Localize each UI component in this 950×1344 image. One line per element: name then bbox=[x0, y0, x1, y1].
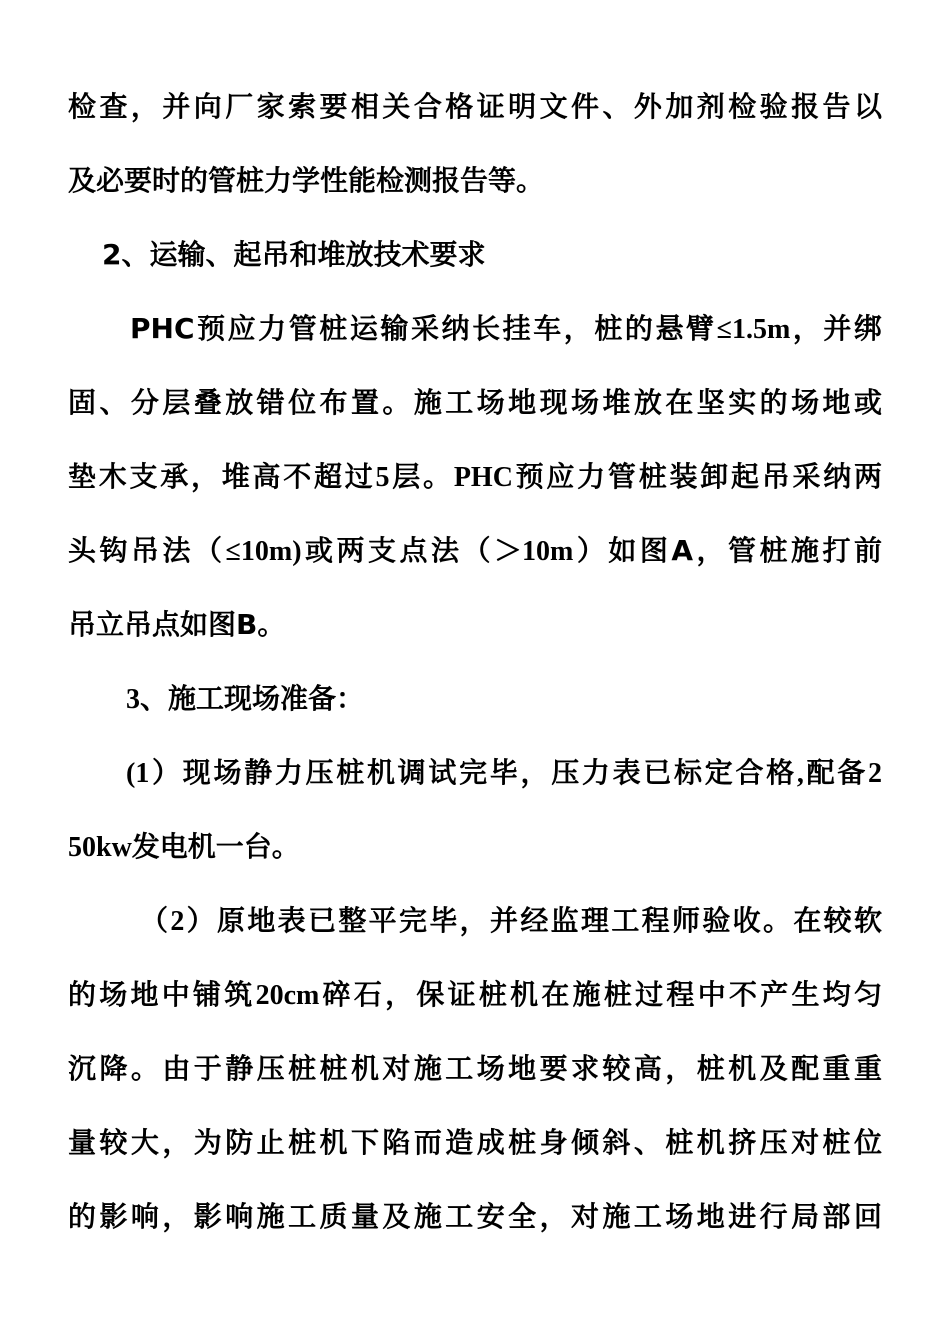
paragraph-4-line-2 bbox=[68, 958, 882, 1032]
text-run: ）原地表已整平完毕，并经监理工程师验收。在较软 bbox=[184, 904, 882, 937]
section-heading-2: 2、运输、起吊和堆放技术要求 bbox=[102, 238, 486, 271]
text-run: 垫木支承，堆高不超过 bbox=[68, 460, 376, 493]
text-run: ，并绑 bbox=[790, 312, 882, 345]
paragraph-3-line-1 bbox=[68, 736, 882, 810]
paragraph-4-line-4: 量较大，为防止桩机下陷而造成桩身倾斜、桩机挤压对桩位 bbox=[68, 1126, 882, 1159]
section-heading-3 bbox=[68, 662, 882, 736]
text-run: 的场地中铺筑 bbox=[68, 978, 256, 1011]
paragraph-1-line-1: 检查，并向厂家索要相关合格证明文件、外加剂检验报告以 bbox=[68, 90, 882, 123]
text-run: ≤10m) bbox=[225, 536, 302, 567]
text-run: 2 bbox=[170, 906, 185, 937]
text-run: 配备 bbox=[803, 756, 868, 789]
text-run: 碎石，保证桩机在施桩过程中不产生均匀 bbox=[319, 978, 882, 1011]
paragraph-2-line-3 bbox=[68, 440, 882, 514]
text-run: PHC预应力管桩运输采纳长挂车，桩的悬臂 bbox=[130, 312, 717, 345]
text-run: 层。 bbox=[389, 460, 454, 493]
paragraph-2-line-4 bbox=[68, 514, 882, 588]
text-run: 3 bbox=[126, 684, 140, 715]
paragraph-4-line-3: 沉降。由于静压桩桩机对施工场地要求较高，桩机及配重重 bbox=[68, 1052, 882, 1085]
text-run: 发电机一台。 bbox=[131, 830, 300, 863]
text-run: （ bbox=[140, 904, 171, 937]
text-run: 50kw bbox=[68, 832, 132, 863]
document-page bbox=[68, 70, 882, 1254]
paragraph-4-line-5: 的影响，影响施工质量及施工安全，对施工场地进行局部回 bbox=[68, 1200, 882, 1233]
text-run: 、施工现场准备： bbox=[140, 682, 365, 715]
paragraph-4-line-1 bbox=[68, 884, 882, 958]
text-run: ＞10m bbox=[494, 536, 574, 567]
paragraph-2-line-2: 固、分层叠放错位布置。施工场地现场堆放在坚实的场地或 bbox=[68, 386, 882, 419]
paragraph-2-line-5: 吊立吊点如图B。 bbox=[68, 608, 286, 641]
paragraph-3-line-2 bbox=[68, 810, 882, 884]
text-run: ≤1.5m bbox=[716, 314, 791, 345]
text-run: ）如图A，管桩施打前 bbox=[573, 534, 882, 567]
text-run: ）现场静力压桩机调试完毕，压力表已标定合格 bbox=[149, 756, 797, 789]
text-run: PHC bbox=[453, 462, 513, 493]
text-run: 5 bbox=[375, 462, 390, 493]
paragraph-1-line-2: 及必要时的管桩力学性能检测报告等。 bbox=[68, 164, 545, 197]
text-run: , bbox=[796, 758, 804, 789]
text-run: 或两支点法（ bbox=[301, 534, 495, 567]
text-run: 头钩吊法（ bbox=[68, 534, 226, 567]
text-run: 2 bbox=[867, 758, 882, 789]
text-run: 预应力管桩装卸起吊采纳两 bbox=[512, 460, 882, 493]
text-run: (1 bbox=[126, 758, 150, 789]
paragraph-2-line-1 bbox=[68, 292, 882, 366]
text-run: 20cm bbox=[255, 980, 320, 1011]
